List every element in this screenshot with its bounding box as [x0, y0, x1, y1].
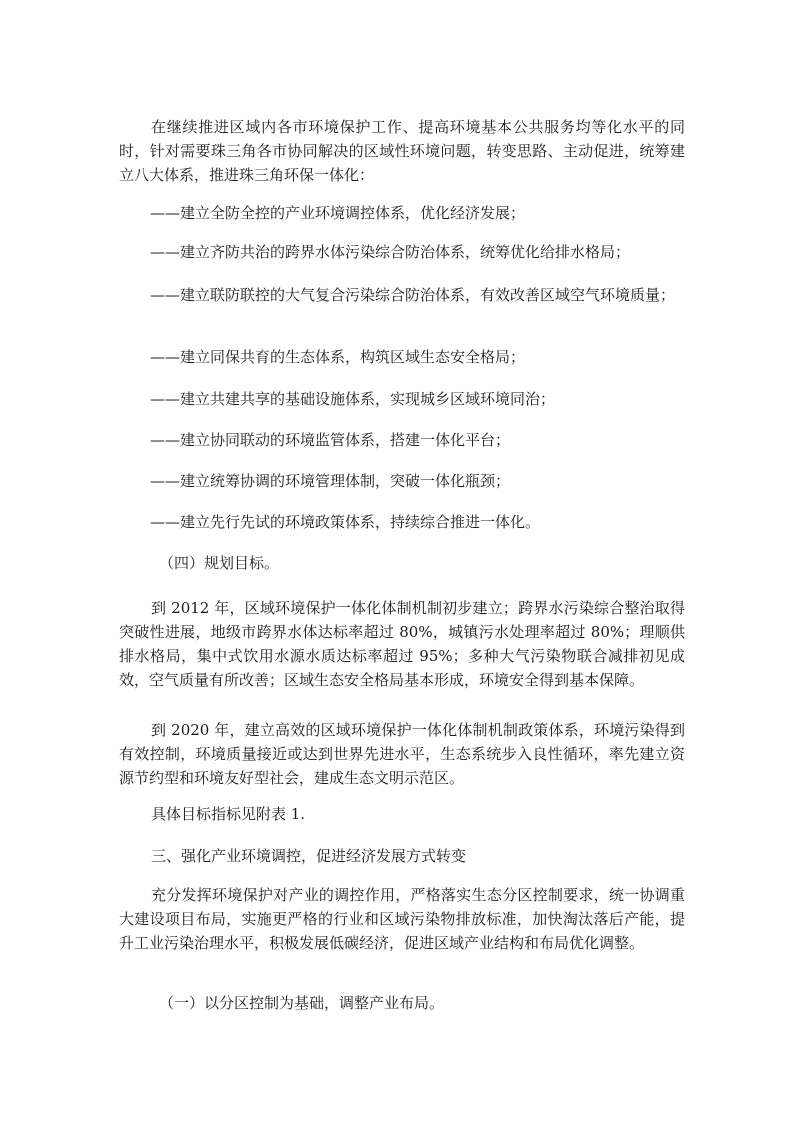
system-item-water: ——建立齐防共治的跨界水体污染综合防治体系，统筹优化给排水格局；: [150, 243, 631, 261]
chapter-heading-3: 三、强化产业环境调控，促进经济发展方式转变: [151, 847, 467, 865]
system-item-infrastructure: ——建立共建共享的基础设施体系，实现城乡区域环境同治；: [150, 390, 556, 408]
system-item-industry: ——建立全防全控的产业环境调控体系，优化经济发展；: [150, 204, 526, 222]
goals-2020-paragraph: 到 2020 年，建立高效的区域环境保护一体化体制机制政策体系，环境污染得到有效控制，环境质量接近或达到世界先进水平，生态系统步入良性循环，率先建立资源节约型和环境友好型社会，建成生态文明示范区。: [119, 721, 685, 787]
system-item-supervision: ——建立协同联动的环境监管体系，搭建一体化平台；: [150, 431, 511, 449]
section-heading-goals: （四）规划目标。: [159, 554, 280, 572]
system-item-management: ——建立统筹协调的环境管理体制，突破一体化瓶颈；: [150, 472, 511, 490]
goals-2012-paragraph: 到 2012 年，区域环境保护一体化体制机制初步建立；跨界水污染综合整治取得突破性进展，地级市跨界水体达标率超过 80%，城镇污水处理率超过 80%；理顺供排水格局，集中式饮用水源水质达标率超过 95%；多种大气污染物联合减排初见成效，空气质量有所改善；区域生态安全格局基本形成，环境安全得到基本保障。: [119, 599, 685, 689]
intro-paragraph: 在继续推进区域内各市环境保护工作、提高环境基本公共服务均等化水平的同时，针对需要珠三角各市协同解决的区域性环境问题，转变思路、主动促进，统筹建立八大体系，推进珠三角环保一体化：: [119, 118, 685, 184]
system-item-policy: ——建立先行先试的环境政策体系，持续综合推进一体化。: [150, 513, 541, 531]
system-item-ecology: ——建立同保共育的生态体系，构筑区域生态安全格局；: [150, 348, 526, 366]
appendix-reference: 具体目标指标见附表 1.: [151, 805, 306, 823]
chapter-3-paragraph: 充分发挥环境保护对产业的调控作用，严格落实生态分区控制要求，统一协调重大建设项目布局，实施更严格的行业和区域污染物排放标准，加快淘汰落后产能，提升工业污染治理水平，积极发展低碳经济，促进区域产业结构和布局优化调整。: [119, 886, 685, 952]
subsection-heading-1: （一）以分区控制为基础，调整产业布局。: [159, 994, 445, 1012]
system-item-air: ——建立联防联控的大气复合污染综合防治体系，有效改善区域空气环境质量；: [150, 286, 676, 304]
